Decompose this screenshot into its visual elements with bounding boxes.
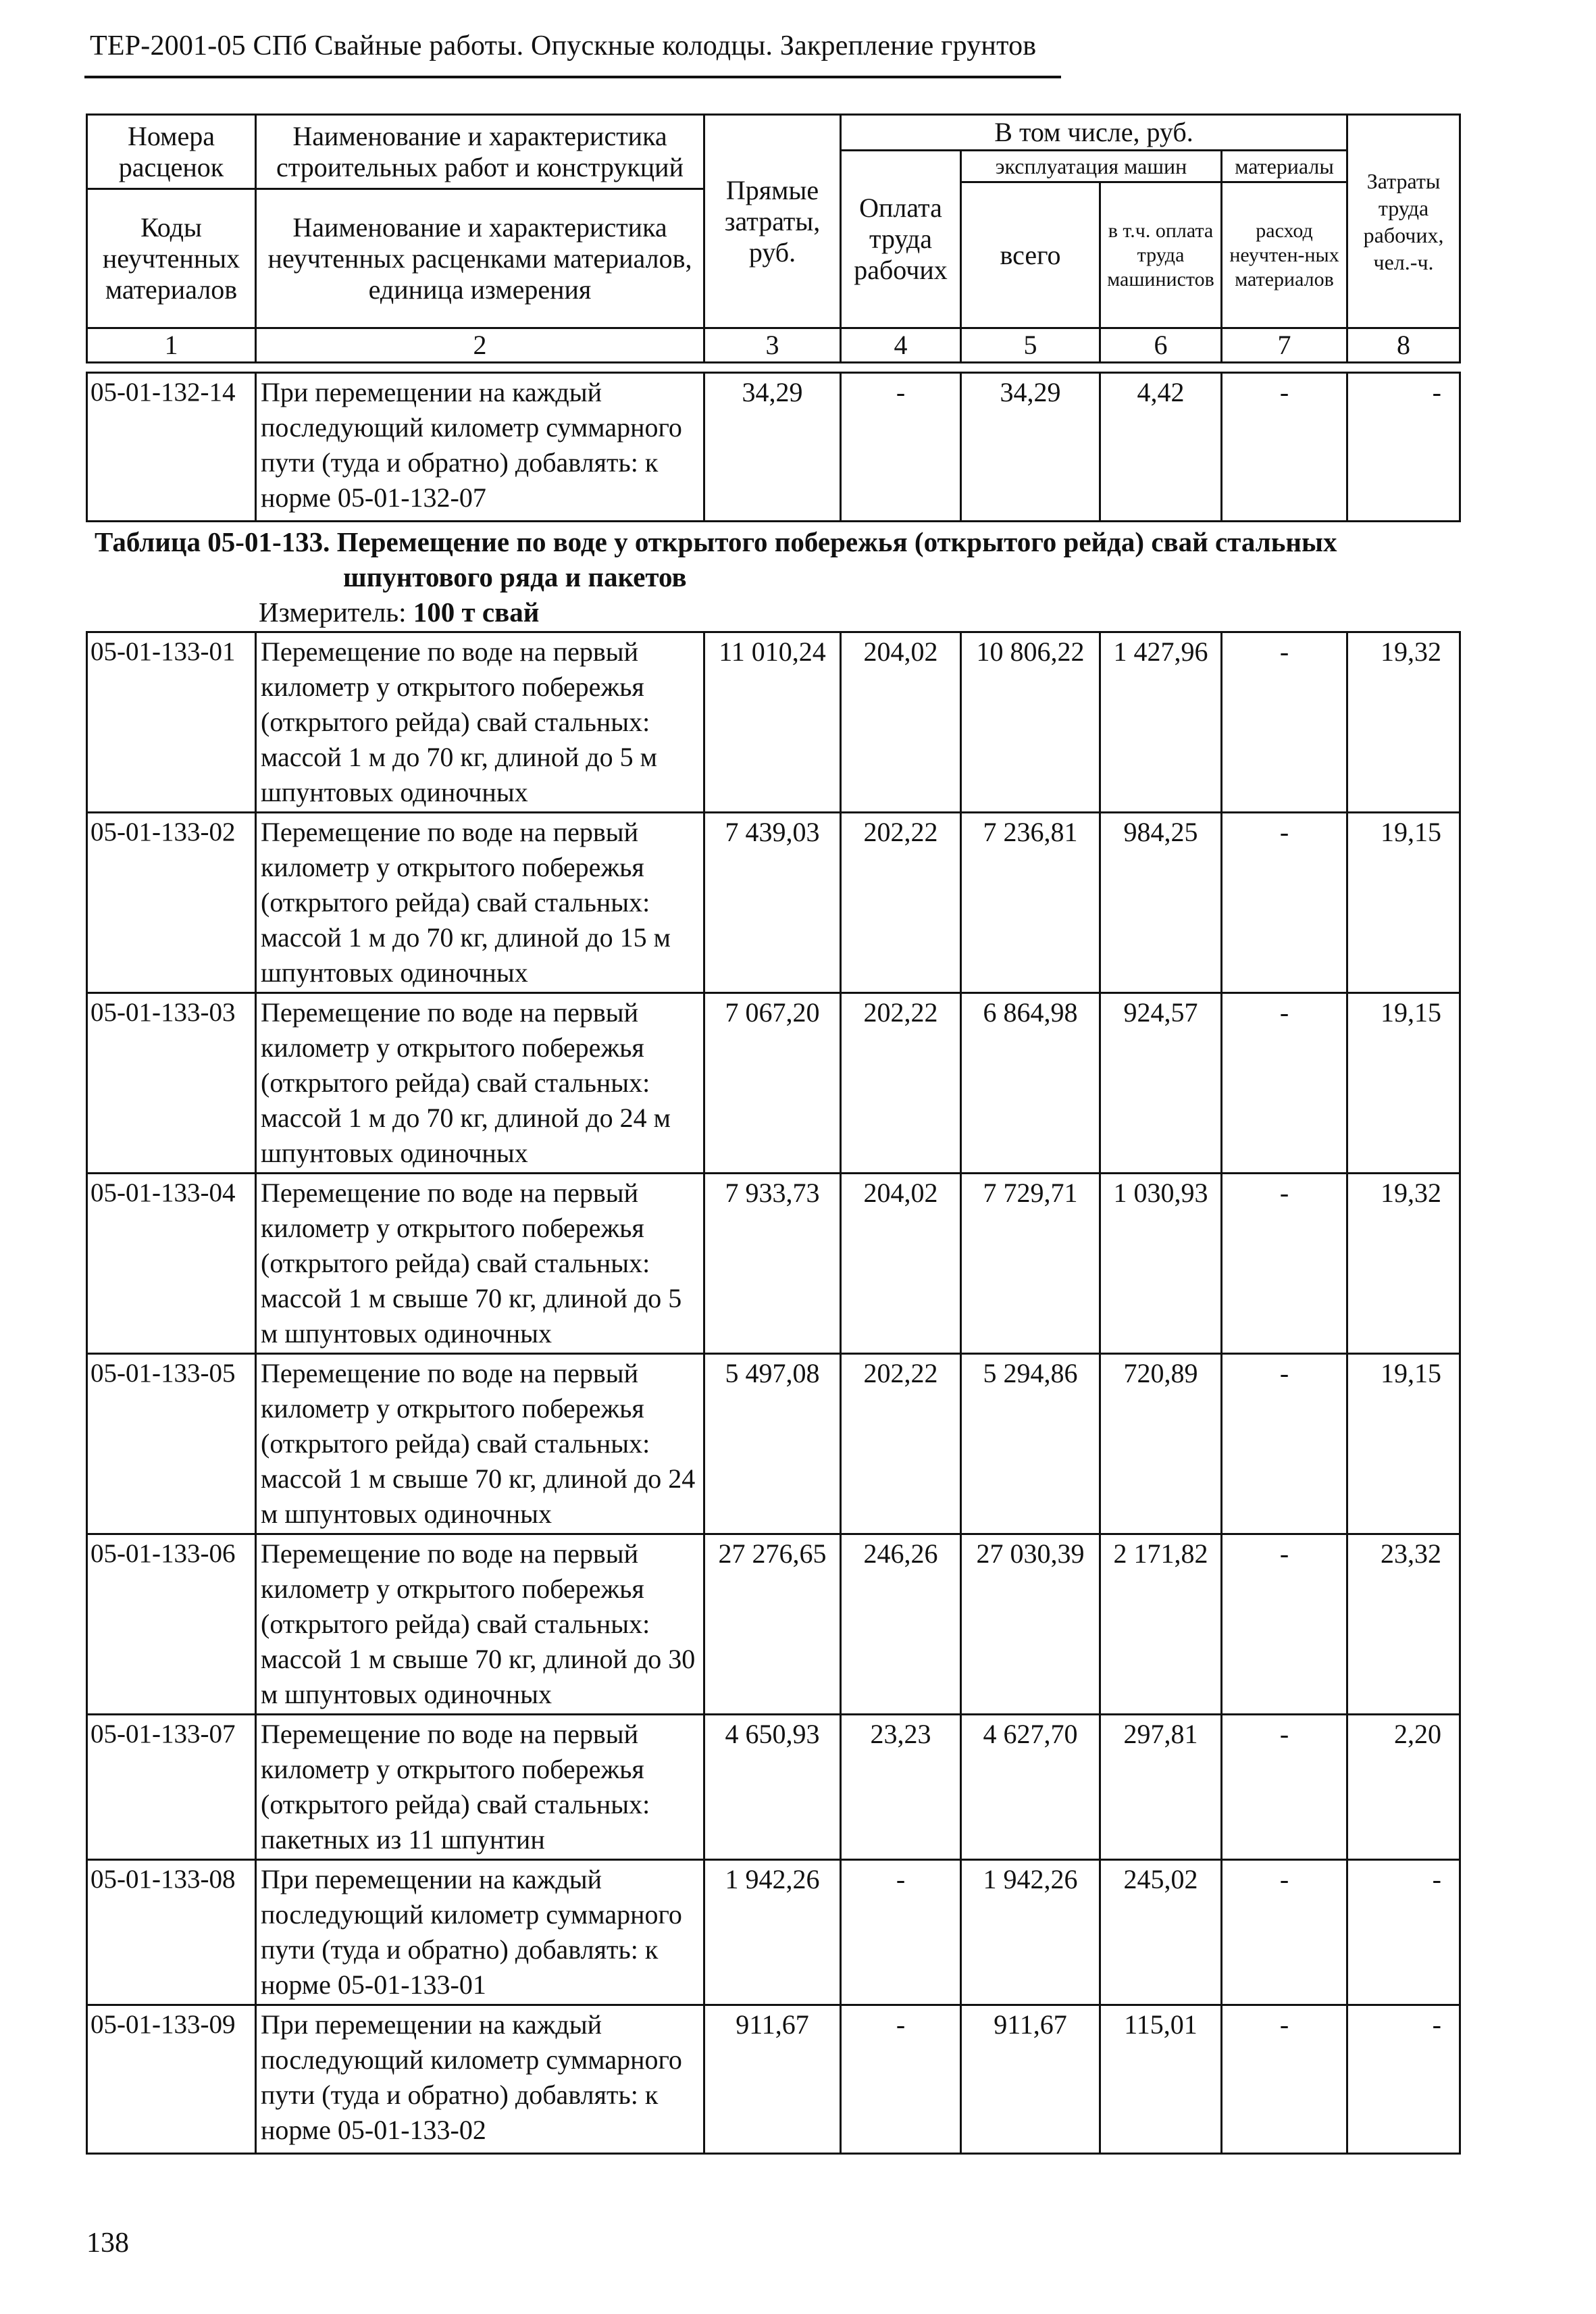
header-code-top: Номера расценок: [87, 115, 256, 189]
table-title-line2: шпунтового ряда и пакетов: [343, 561, 687, 593]
rate-code: 05-01-133-09: [87, 2005, 256, 2154]
rate-code: 05-01-133-08: [87, 1860, 256, 2005]
rate-code: 05-01-133-03: [87, 993, 256, 1174]
header-rule: [84, 76, 1061, 78]
header-materials: материалы: [1222, 151, 1347, 182]
operators-pay-value: 1 427,96: [1100, 632, 1222, 813]
labor-hours-value: 19,15: [1347, 813, 1460, 993]
operators-pay-value: 2 171,82: [1100, 1534, 1222, 1715]
rate-code: 05-01-133-07: [87, 1715, 256, 1860]
table-row: [87, 1534, 1460, 1715]
materials-value: -: [1222, 813, 1347, 993]
header-machines: эксплуатация машин: [961, 151, 1222, 182]
materials-value: -: [1222, 1174, 1347, 1354]
labor-pay-value: 246,26: [841, 1534, 961, 1715]
labor-pay-value: 204,02: [841, 632, 961, 813]
materials-value: -: [1222, 1534, 1347, 1715]
header-name-bottom: Наименование и характеристика неучтенных расценками материалов, единица измерения: [256, 189, 704, 328]
header-machines-total: всего: [961, 182, 1100, 328]
rate-name: При перемещении на каждый последующий километр суммарного пути (туда и обратно) добавлять: к норме 05-01-133-02: [256, 2005, 704, 2154]
rate-name: Перемещение по воде на первый километр у открытого побережья (открытого рейда) свай стальных: пакетных из 11 шпунтин: [256, 1715, 704, 1860]
rate-name: Перемещение по воде на первый километр у открытого побережья (открытого рейда) свай стальных: массой 1 м до 70 кг, длиной до 5 м шпунтовых одиночных: [256, 632, 704, 813]
operators-pay-value: 1 030,93: [1100, 1174, 1222, 1354]
header-labor-hours: Затраты труда рабочих, чел.-ч.: [1347, 115, 1460, 328]
labor-pay-value: -: [841, 2005, 961, 2154]
machines-total-value: 7 729,71: [961, 1174, 1100, 1354]
labor-pay-value: -: [841, 373, 961, 522]
column-number: 6: [1100, 328, 1222, 363]
rate-code: 05-01-133-05: [87, 1354, 256, 1534]
labor-hours-value: -: [1347, 1860, 1460, 2005]
machines-total-value: 5 294,86: [961, 1354, 1100, 1534]
direct-costs-value: 1 942,26: [704, 1860, 841, 2005]
meter-line: [259, 596, 539, 628]
rate-code: 05-01-133-02: [87, 813, 256, 993]
column-number: 2: [256, 328, 704, 363]
table-row: [87, 373, 1460, 522]
direct-costs-value: 5 497,08: [704, 1354, 841, 1534]
labor-pay-value: 202,22: [841, 813, 961, 993]
table-row: [87, 1860, 1460, 2005]
labor-pay-value: 202,22: [841, 993, 961, 1174]
rates-table-133: [86, 631, 1461, 2155]
rate-name: При перемещении на каждый последующий километр суммарного пути (туда и обратно) добавлять: к норме 05-01-133-01: [256, 1860, 704, 2005]
operators-pay-value: 297,81: [1100, 1715, 1222, 1860]
labor-hours-value: 19,15: [1347, 993, 1460, 1174]
materials-value: -: [1222, 1354, 1347, 1534]
rate-code: 05-01-133-04: [87, 1174, 256, 1354]
materials-value: -: [1222, 373, 1347, 522]
direct-costs-value: 4 650,93: [704, 1715, 841, 1860]
running-header: ТЕР-2001-05 СПб Свайные работы. Опускные колодцы. Закрепление грунтов: [90, 30, 1037, 61]
column-number: 7: [1222, 328, 1347, 363]
labor-hours-value: 19,15: [1347, 1354, 1460, 1534]
materials-value: -: [1222, 1860, 1347, 2005]
table-title-line1: Таблица 05-01-133. Перемещение по воде у открытого побережья (открытого рейда) свай стальных: [95, 526, 1337, 557]
table-row: [87, 813, 1460, 993]
table-title: [95, 524, 1445, 595]
labor-hours-value: -: [1347, 373, 1460, 522]
direct-costs-value: 34,29: [704, 373, 841, 522]
labor-hours-value: 19,32: [1347, 632, 1460, 813]
labor-hours-value: -: [1347, 2005, 1460, 2154]
direct-costs-value: 911,67: [704, 2005, 841, 2154]
machines-total-value: 4 627,70: [961, 1715, 1100, 1860]
materials-value: -: [1222, 993, 1347, 1174]
labor-hours-value: 19,32: [1347, 1174, 1460, 1354]
table-row: [87, 1174, 1460, 1354]
direct-costs-value: 7 067,20: [704, 993, 841, 1174]
table-row: [87, 1715, 1460, 1860]
rate-name: При перемещении на каждый последующий километр суммарного пути (туда и обратно) добавлять: к норме 05-01-132-07: [256, 373, 704, 522]
direct-costs-value: 7 933,73: [704, 1174, 841, 1354]
machines-total-value: 27 030,39: [961, 1534, 1100, 1715]
direct-costs-value: 11 010,24: [704, 632, 841, 813]
header-in-total: В том числе, руб.: [841, 115, 1347, 151]
column-number: 4: [841, 328, 961, 363]
column-number: 1: [87, 328, 256, 363]
rate-code: 05-01-133-06: [87, 1534, 256, 1715]
rates-table-132: [86, 372, 1461, 522]
header-direct-costs: Прямые затраты, руб.: [704, 115, 841, 328]
column-number: 8: [1347, 328, 1460, 363]
labor-hours-value: 2,20: [1347, 1715, 1460, 1860]
column-number: 3: [704, 328, 841, 363]
labor-pay-value: 204,02: [841, 1174, 961, 1354]
operators-pay-value: 245,02: [1100, 1860, 1222, 2005]
rate-name: Перемещение по воде на первый километр у открытого побережья (открытого рейда) свай стальных: массой 1 м свыше 70 кг, длиной до 5 м шпунтовых одиночных: [256, 1174, 704, 1354]
header-code-bottom: Коды неучтенных материалов: [87, 189, 256, 328]
header-unaccounted-materials: расход неучтен-ных материалов: [1222, 182, 1347, 328]
materials-value: -: [1222, 2005, 1347, 2154]
labor-pay-value: -: [841, 1860, 961, 2005]
header-operators-pay: в т.ч. оплата труда машинистов: [1100, 182, 1222, 328]
operators-pay-value: 4,42: [1100, 373, 1222, 522]
rate-name: Перемещение по воде на первый километр у открытого побережья (открытого рейда) свай стальных: массой 1 м до 70 кг, длиной до 24 м шпунтовых одиночных: [256, 993, 704, 1174]
machines-total-value: 7 236,81: [961, 813, 1100, 993]
meter-label: Измеритель:: [259, 597, 413, 628]
operators-pay-value: 984,25: [1100, 813, 1222, 993]
machines-total-value: 1 942,26: [961, 1860, 1100, 2005]
materials-value: -: [1222, 632, 1347, 813]
direct-costs-value: 7 439,03: [704, 813, 841, 993]
rate-code: 05-01-132-14: [87, 373, 256, 522]
column-number: 5: [961, 328, 1100, 363]
labor-pay-value: 23,23: [841, 1715, 961, 1860]
materials-value: -: [1222, 1715, 1347, 1860]
rate-code: 05-01-133-01: [87, 632, 256, 813]
labor-pay-value: 202,22: [841, 1354, 961, 1534]
machines-total-value: 10 806,22: [961, 632, 1100, 813]
operators-pay-value: 115,01: [1100, 2005, 1222, 2154]
rate-name: Перемещение по воде на первый километр у открытого побережья (открытого рейда) свай стальных: массой 1 м свыше 70 кг, длиной до 24 м шпунтовых одиночных: [256, 1354, 704, 1534]
operators-pay-value: 924,57: [1100, 993, 1222, 1174]
header-labor-pay: Оплата труда рабочих: [841, 151, 961, 328]
operators-pay-value: 720,89: [1100, 1354, 1222, 1534]
labor-hours-value: 23,32: [1347, 1534, 1460, 1715]
column-header-table: [86, 114, 1461, 363]
table-row: [87, 632, 1460, 813]
table-row: [87, 2005, 1460, 2154]
machines-total-value: 34,29: [961, 373, 1100, 522]
rate-name: Перемещение по воде на первый километр у открытого побережья (открытого рейда) свай стальных: массой 1 м до 70 кг, длиной до 15 м шпунтовых одиночных: [256, 813, 704, 993]
page-number: 138: [86, 2228, 129, 2259]
table-row: [87, 993, 1460, 1174]
direct-costs-value: 27 276,65: [704, 1534, 841, 1715]
table-row: [87, 1354, 1460, 1534]
machines-total-value: 6 864,98: [961, 993, 1100, 1174]
meter-value: 100 т свай: [413, 597, 540, 628]
machines-total-value: 911,67: [961, 2005, 1100, 2154]
header-name-top: Наименование и характеристика строительных работ и конструкций: [256, 115, 704, 189]
rate-name: Перемещение по воде на первый километр у открытого побережья (открытого рейда) свай стальных: массой 1 м свыше 70 кг, длиной до 30 м шпунтовых одиночных: [256, 1534, 704, 1715]
